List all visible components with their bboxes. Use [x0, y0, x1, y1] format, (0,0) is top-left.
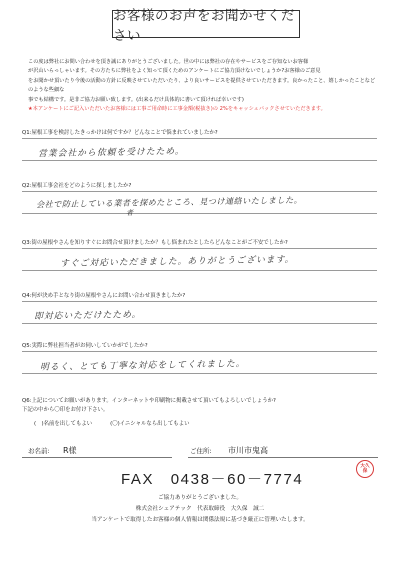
option-initial-ok[interactable]: (〇)イニシャルなら出してもよい [110, 421, 190, 427]
address-label: ご住所: [190, 447, 212, 455]
name-value: R様 [63, 446, 77, 455]
question-5-answer: 明るく、とても丁寧な対応をしてくれました。 [39, 359, 246, 373]
question-6-label: Q6:上記についてお願いがあります。インターネットや印刷物に掲載させて頂いてもよろしいでしょうか? [22, 398, 276, 404]
intro-line: この度は弊社にお問い合わせを頂き誠にありがとうございました。世の中には弊社の存在やサービスをご存知ないお客様 [28, 59, 309, 65]
option-name-ok[interactable]: ( )名前を出してもよい [34, 421, 93, 427]
question-3-answer: すぐご対応いただきました。ありがとうございます。 [59, 254, 295, 270]
question-6-instruction: 下記の中から〇印をお付け下さい。 [22, 407, 109, 413]
name-label: お名前: [28, 447, 50, 455]
intro-line: をお聞かせ頂いたり今後の活動の方針に反映させていただいたり、より良いサービスを提供させていただきます。良かったこと、嬉しかったことなどのような些細な [28, 77, 376, 94]
question-2-answer: 会社で防止している業者を探めたところ、見つけ連絡いたしました。 [35, 194, 303, 210]
intro-line: が沢山いらっしゃいます。その方たちに弊社をよく知って頂くためのアンケートにご協力頂けないでしょうか?お客様のご意見 [28, 68, 321, 75]
question-1-answer: 営業会社から依頼を受けたため。 [37, 146, 185, 160]
question-4-answer: 即対応いただけたため。 [33, 310, 142, 322]
intro-line: 事でも結構です。是非ご協力お願い致します。(出来るだけ具体的に書いて頂ければ幸いです) [28, 96, 244, 103]
question-2-label: Q2:屋根工事会社をどのように探しましたか? [22, 183, 132, 189]
intro-text [28, 58, 378, 114]
question-2-correction: 者 [126, 209, 133, 217]
address-value: 市川市鬼高 [228, 446, 268, 455]
thanks-text: ご協力ありがとうございました。 [158, 495, 242, 501]
page-title: お客様のお声をお聞かせください [112, 10, 300, 38]
question-6 [22, 397, 382, 415]
privacy-note: 当アンケートで取得したお客様の個人情報は関係法規に基づき厳正に管理いたします。 [91, 517, 309, 523]
name-underline [22, 457, 172, 458]
question-5-label: Q5:実際に弊社担当者がお伺いしていかがでしたか? [22, 343, 148, 349]
address-underline [188, 457, 378, 458]
consent-options [34, 419, 189, 427]
question-3-label: Q3:街の屋根やさんを知りすぐにお問合せ頂けましたか？もし悩まれたとしたらどんなことがご不安でしたか? [22, 240, 288, 246]
question-4-label: Q4:何が決め手となり街の屋根やさんにお問い合わせ頂きましたか? [22, 293, 186, 299]
company-info: 株式会社シェアテック 代表取締役 大久保 誠二 [135, 506, 265, 512]
question-1-label: Q1:屋根工事を検討したきっかけは何ですか？どんなことで悩まれていましたか? [22, 130, 218, 136]
fax-number: FAX 0438－60－7774 [121, 471, 304, 488]
company-seal-stamp: 大久 保 [356, 460, 374, 478]
cashback-note: ★本アンケートにご記入いただいたお客様には工事ご用命時に工事金額(税抜き)の 2%をキャッシュバックさせていただきます。 [28, 106, 326, 113]
